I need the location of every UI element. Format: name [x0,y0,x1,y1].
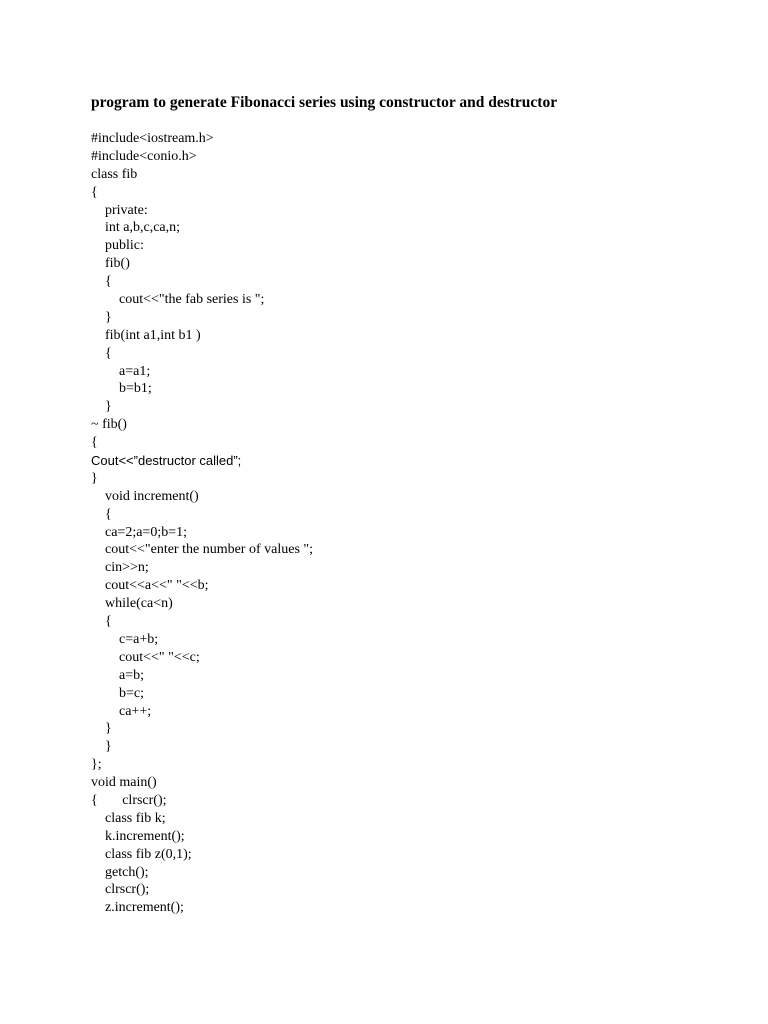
code-line: { [91,345,112,361]
code-line: ca++; [91,703,152,719]
code-line: a=b; [91,667,144,683]
code-line: class fib z(0,1); [91,846,192,862]
code-line: cout<<a<<" "<<b; [91,578,209,594]
code-line: class fib [91,166,138,182]
code-line: { clrscr(); [91,792,167,808]
code-line: }; [91,757,102,773]
code-line: void increment() [91,488,199,504]
code-line: a=a1; [91,363,151,379]
code-line: { [91,614,112,630]
code-line: clrscr(); [91,882,150,898]
code-line: { [91,184,98,200]
code-line: k.increment(); [91,828,185,844]
code-line: class fib k; [91,810,166,826]
code-line: } [91,721,112,737]
code-line: int a,b,c,ca,n; [91,220,181,236]
code-line: z.increment(); [91,900,184,916]
code-line: } [91,739,112,755]
code-line: { [91,435,98,451]
code-line: } [91,470,98,486]
code-line: ~ fib() [91,417,127,433]
code-line: b=c; [91,685,144,701]
code-line: while(ca<n) [91,596,173,612]
code-line: cin>>n; [91,560,149,576]
code-line: cout<<" "<<c; [91,649,200,665]
code-line: } [91,399,112,415]
code-line: void main() [91,775,157,791]
code-line: c=a+b; [91,631,159,647]
code-line: #include<conio.h> [91,148,197,164]
code-line: getch(); [91,864,149,880]
code-line: fib() [91,256,130,272]
code-line: private: [91,202,148,218]
code-line: b=b1; [91,381,152,397]
document-title: program to generate Fibonacci series using constructor and destructor [91,94,558,111]
code-line: Cout<<”destructor called”; [91,453,242,469]
code-line: fib(int a1,int b1 ) [91,327,201,343]
code-listing [91,130,313,917]
code-line: { [91,274,112,290]
code-line: public: [91,238,144,254]
code-line: cout<<"enter the number of values "; [91,542,313,558]
code-line: ca=2;a=0;b=1; [91,524,187,540]
code-line: #include<iostream.h> [91,131,214,146]
code-line: { [91,506,112,522]
code-line: } [91,309,112,325]
code-line: cout<<"the fab series is "; [91,292,265,308]
